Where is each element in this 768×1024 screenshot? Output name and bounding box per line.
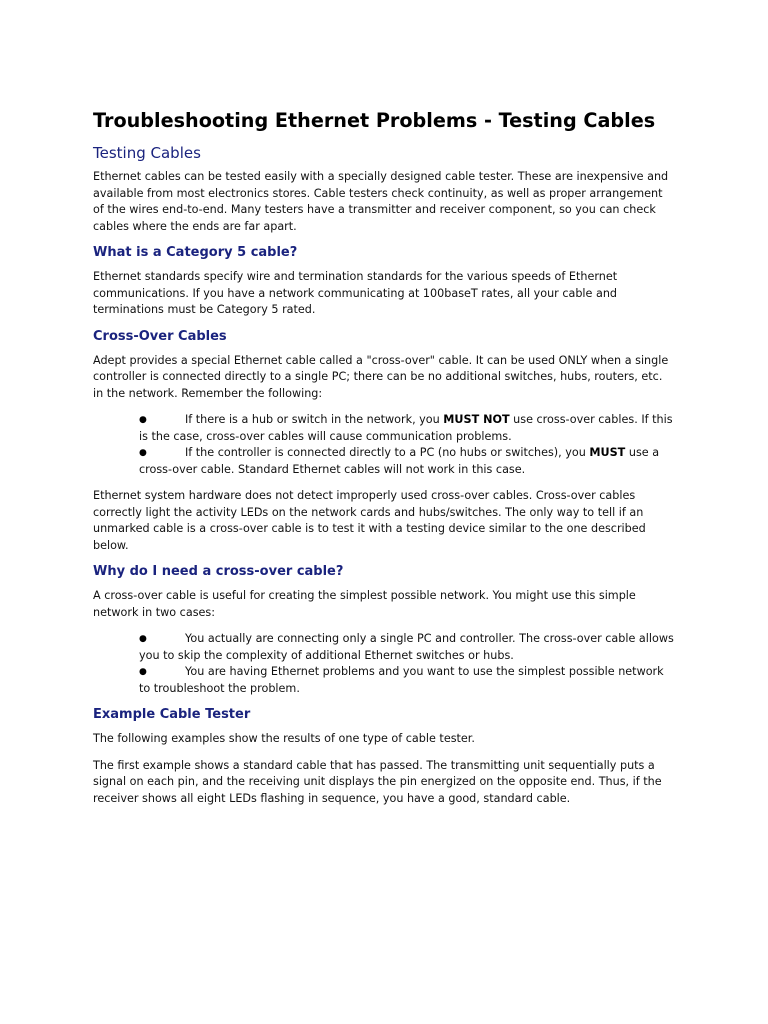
list-item-text: You are having Ethernet problems and you want to use the simplest possible network to troubleshoot the problem. xyxy=(139,665,664,695)
bullet-icon: ● xyxy=(139,415,147,425)
intro-paragraph: Ethernet cables can be tested easily with a specially designed cable tester. These are inexpensive and available from most electronics stores. Cable testers check continuity, as well as proper arrangement of the wires end-to-end. Many testers have a transmitter and receiver component, so you can check cables where the ends are far apart. xyxy=(93,170,669,233)
list-item xyxy=(93,445,675,478)
bullet-icon: ● xyxy=(139,448,147,458)
list-item xyxy=(93,664,675,697)
list-item xyxy=(93,631,675,664)
why-paragraph: A cross-over cable is useful for creating the simplest possible network. You might use this simple network in two cases: xyxy=(93,589,636,619)
heading-why-cross-over: Why do I need a cross-over cable? xyxy=(93,564,344,579)
cross-over-detection-paragraph: Ethernet system hardware does not detect improperly used cross-over cables. Cross-over cables correctly light the activity LEDs on the network cards and hubs/switches. The only way to tell if an unmarked cable is a cross-over cable is to test it with a testing device similar to the one described below. xyxy=(93,489,646,552)
emphasis-must: MUST xyxy=(589,446,626,459)
list-item-text: If the controller is connected directly to a PC (no hubs or switches), you MUST use a cross-over cable. Standard Ethernet cables will not work in this case. xyxy=(139,446,660,476)
bullet-icon: ● xyxy=(139,634,147,644)
example-intro-paragraph: The following examples show the results of one type of cable tester. xyxy=(93,732,475,745)
category-5-paragraph: Ethernet standards specify wire and termination standards for the various speeds of Ethernet communications. If you have a network communicating at 100baseT rates, all your cable and terminations must be Category 5 rated. xyxy=(93,270,618,316)
emphasis-must-not: MUST NOT xyxy=(443,413,510,426)
why-cases-list xyxy=(93,631,675,697)
cross-over-paragraph: Adept provides a special Ethernet cable called a "cross-over" cable. It can be used ONLY when a single controller is connected directly to a single PC; there can be no additional switches, hubs, routers, etc. in the network. Remember the following: xyxy=(93,353,669,400)
example-detail-paragraph: The first example shows a standard cable that has passed. The transmitting unit sequentially puts a signal on each pin, and the receiving unit displays the pin energized on the opposite end. Thus, if the receiver shows all eight LEDs flashing in sequence, you have a good, standard cable. xyxy=(93,758,662,805)
heading-category-5: What is a Category 5 cable? xyxy=(93,245,298,260)
heading-cross-over-cables: Cross-Over Cables xyxy=(93,328,227,344)
page-title: Troubleshooting Ethernet Problems - Testing Cables xyxy=(93,109,656,132)
section-heading-testing-cables: Testing Cables xyxy=(93,144,201,162)
list-item-text: You actually are connecting only a single PC and controller. The cross-over cable allows you to skip the complexity of additional Ethernet switches or hubs. xyxy=(139,632,674,662)
bullet-icon: ● xyxy=(139,667,147,677)
document-content xyxy=(93,107,675,807)
list-item xyxy=(93,412,675,445)
list-item-text: If there is a hub or switch in the network, you MUST NOT use cross-over cables. If this is the case, cross-over cables will cause communication problems. xyxy=(139,413,673,443)
cross-over-rules-list xyxy=(93,412,675,478)
heading-example-cable-tester: Example Cable Tester xyxy=(93,707,251,722)
